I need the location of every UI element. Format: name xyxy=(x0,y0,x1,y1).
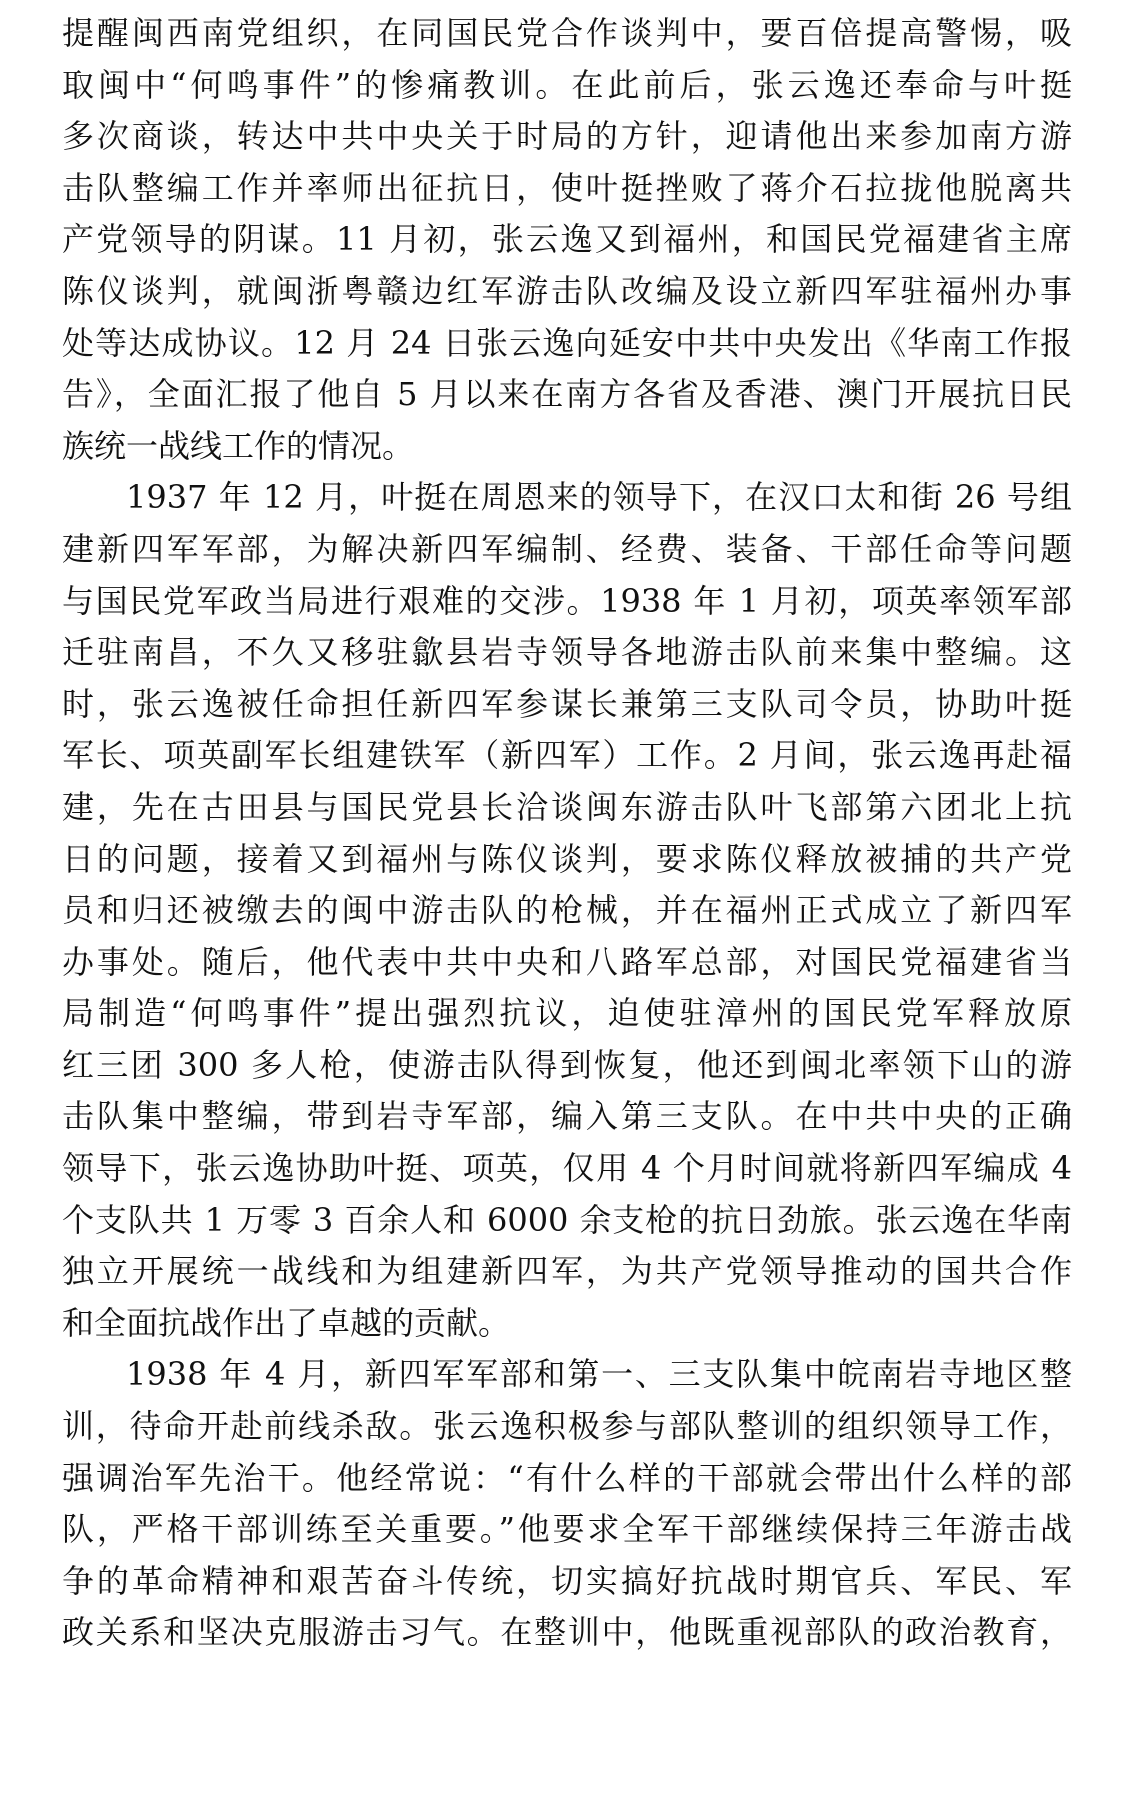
text-line: 政关系和坚决克服游击习气。在整训中，他既重视部队的政治教育， xyxy=(62,1613,1072,1652)
text-line: 击队整编工作并率师出征抗日，使叶挺挫败了蒋介石拉拢他脱离共 xyxy=(62,168,1072,207)
text-line: 处等达成协议。12 月 24 日张云逸向延安中共中央发出《华南工作报 xyxy=(62,323,1072,362)
text-line: 时，张云逸被任命担任新四军参谋长兼第三支队司令员，协助叶挺 xyxy=(62,684,1072,723)
text-line: 强调治军先治干。他经常说：“有什么样的干部就会带出什么样的部 xyxy=(62,1458,1072,1497)
text-line: 陈仪谈判，就闽浙粤赣边红军游击队改编及设立新四军驻福州办事 xyxy=(62,271,1072,310)
text-line: 1938 年 4 月，新四军军部和第一、三支队集中皖南岩寺地区整 xyxy=(126,1355,1072,1394)
text-line: 和全面抗战作出了卓越的贡献。 xyxy=(62,1303,511,1342)
text-line: 争的革命精神和艰苦奋斗传统，切实搞好抗战时期官兵、军民、军 xyxy=(62,1561,1072,1600)
text-line: 训，待命开赴前线杀敌。张云逸积极参与部队整训的组织领导工作， xyxy=(62,1407,1072,1446)
text-line: 局制造“何鸣事件”提出强烈抗议，迫使驻漳州的国民党军释放原 xyxy=(62,994,1072,1033)
text-line: 领导下，张云逸协助叶挺、项英，仅用 4 个月时间就将新四军编成 4 xyxy=(62,1149,1072,1188)
text-line: 族统一战线工作的情况。 xyxy=(62,426,415,465)
text-line: 军长、项英副军长组建铁军（新四军）工作。2 月间，张云逸再赴福 xyxy=(62,736,1072,775)
text-line: 个支队共 1 万零 3 百余人和 6000 余支枪的抗日劲旅。张云逸在华南 xyxy=(62,1200,1072,1239)
text-line: 与国民党军政当局进行艰难的交涉。1938 年 1 月初，项英率领军部 xyxy=(62,581,1072,620)
text-line: 取闽中“何鸣事件”的惨痛教训。在此前后，张云逸还奉命与叶挺 xyxy=(62,65,1072,104)
text-line: 建，先在古田县与国民党县长洽谈闽东游击队叶飞部第六团北上抗 xyxy=(62,787,1072,826)
text-line: 迁驻南昌，不久又移驻歙县岩寺领导各地游击队前来集中整编。这 xyxy=(62,633,1072,672)
text-line: 队，严格干部训练至关重要。”他要求全军干部继续保持三年游击战 xyxy=(62,1510,1072,1549)
text-line: 办事处。随后，他代表中共中央和八路军总部，对国民党福建省当 xyxy=(62,942,1072,981)
text-line: 员和归还被缴去的闽中游击队的枪械，并在福州正式成立了新四军 xyxy=(62,891,1072,930)
text-line: 产党领导的阴谋。11 月初，张云逸又到福州，和国民党福建省主席 xyxy=(62,220,1072,259)
text-line: 红三团 300 多人枪，使游击队得到恢复，他还到闽北率领下山的游 xyxy=(62,1045,1072,1084)
text-line: 独立开展统一战线和为组建新四军，为共产党领导推动的国共合作 xyxy=(62,1252,1072,1291)
text-line: 多次商谈，转达中共中央关于时局的方针，迎请他出来参加南方游 xyxy=(62,117,1072,156)
text-line: 1937 年 12 月，叶挺在周恩来的领导下，在汉口太和街 26 号组 xyxy=(126,478,1072,517)
body-text xyxy=(62,8,1072,1659)
text-line: 击队集中整编，带到岩寺军部，编入第三支队。在中共中央的正确 xyxy=(62,1097,1072,1136)
text-line: 建新四军军部，为解决新四军编制、经费、装备、干部任命等问题 xyxy=(62,529,1072,568)
text-line: 提醒闽西南党组织，在同国民党合作谈判中，要百倍提高警惕，吸 xyxy=(62,14,1072,52)
text-line: 日的问题，接着又到福州与陈仪谈判，要求陈仪释放被捕的共产党 xyxy=(62,839,1072,878)
text-line: 告》，全面汇报了他自 5 月以来在南方各省及香港、澳门开展抗日民 xyxy=(62,375,1072,414)
